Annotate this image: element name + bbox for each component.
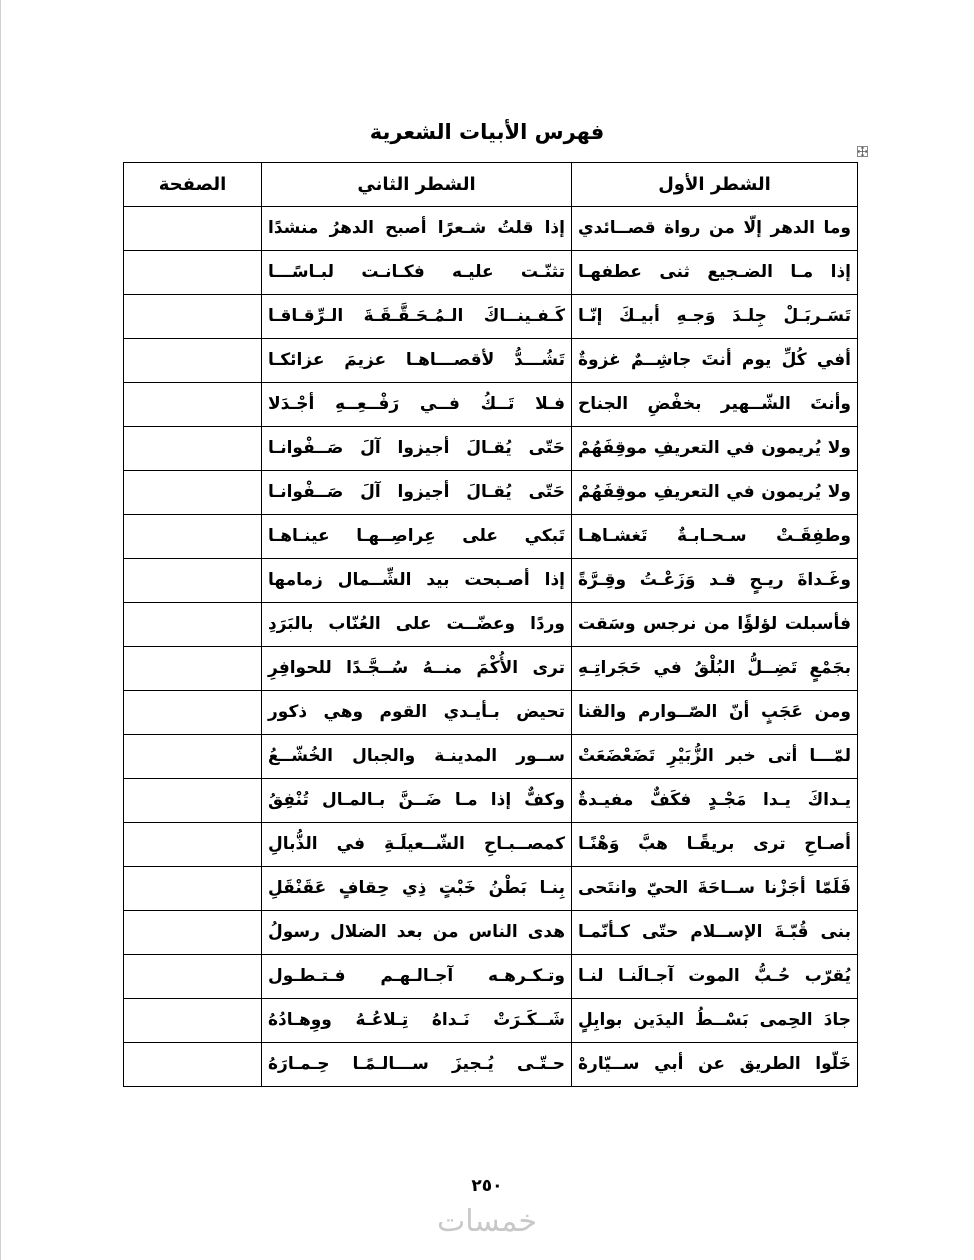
table-row [124,559,858,603]
table-row [124,647,858,691]
verses-body [124,207,858,1087]
first-hemistich-cell: بجَمْعٍ تَضِــلُّ البُلْقُ في حَجَراتِـهِ [572,647,858,691]
header-first-hemistich: الشطر الأول [572,163,858,207]
page-cell [124,559,262,603]
second-hemistich-cell: تَشُـــدُّ لأقصـــاهـا عزيمَ عزائكـا [262,339,572,383]
watermark-logo-icon [432,1203,542,1239]
first-hemistich-cell: خَلّوا الطريق عن أبي ســيّارهْ [572,1043,858,1087]
page-cell [124,1043,262,1087]
page-cell [124,823,262,867]
page-cell [124,647,262,691]
table-row [124,955,858,999]
table-move-handle-icon[interactable] [857,146,868,157]
page-cell [124,955,262,999]
second-hemistich-cell: فـلا تَــكُ فــي رَفْــعِــهِ أجْـدَلا [262,383,572,427]
page-cell [124,779,262,823]
second-hemistich-cell: وتـكـرهـه آجـالـهـم فـتـطـول [262,955,572,999]
page-cell [124,471,262,515]
first-hemistich-cell: وطفِقَـتْ سـحـابـةٌ تَغشـاهـا [572,515,858,559]
first-hemistich-cell: لمّـــا أتى خبر الزُّبَيْرِ تَضَعْضَعَتْ [572,735,858,779]
page-cell [124,603,262,647]
second-hemistich-cell: تَبكي على عِراصِــهـا عينـاهـا [262,515,572,559]
first-hemistich-cell: أصـاحِ ترى بريقًـا هبَّ وَهْنًـا [572,823,858,867]
table-row [124,1043,858,1087]
watermark-logo [0,1203,974,1247]
second-hemistich-cell: تثنّـت عليـه فكـانـت لبـاسًـــا [262,251,572,295]
second-hemistich-cell: إذا أصـبحت بيد الشِّــمال زمامها [262,559,572,603]
page-left-edge [0,0,1,1260]
table-row [124,515,858,559]
table-row [124,383,858,427]
page-cell [124,691,262,735]
table-row [124,823,858,867]
page-cell [124,911,262,955]
table-row [124,867,858,911]
page-cell [124,515,262,559]
first-hemistich-cell: يُقرّب حُـبُّ الموت آجـالَنـا لنـا [572,955,858,999]
second-hemistich-cell: حـتّـى يُـجيزَ ســـالـمًـا حِـمـارَهُ [262,1043,572,1087]
header-page: الصفحة [124,163,262,207]
second-hemistich-cell: وكفٌّ إذا مـا ضَــنَّ بـالمـال تُنْفِقُ [262,779,572,823]
first-hemistich-cell: ولا يُريمون في التعريفِ موقِفَهُمْ [572,471,858,515]
table-row [124,691,858,735]
second-hemistich-cell: ترى الأُكْمَ منــهُ سُــجَّـدًا للحوافِرِ [262,647,572,691]
first-hemistich-cell: تَسَـربَـلْ جِلـدَ وَجـهِ أبيـكَ إنّـا [572,295,858,339]
index-title: فهرس الأبيات الشعرية [369,120,605,144]
table-row [124,339,858,383]
table-row [124,471,858,515]
table-row [124,603,858,647]
page-cell [124,295,262,339]
first-hemistich-cell: أفي كُلِّ يوم أنتَ جاشِــمٌ غزوةٌ [572,339,858,383]
table-row [124,295,858,339]
table-row [124,207,858,251]
second-hemistich-cell: هدى الناس من بعد الضلال رسولُ [262,911,572,955]
second-hemistich-cell: بِنـا بَطْنُ خَبْتٍ ذِي حِقافٍ عَقَنْقَلِ [262,867,572,911]
first-hemistich-cell: ولا يُريمون في التعريفِ موقِفَهُمْ [572,427,858,471]
header-second-hemistich: الشطر الثاني [262,163,572,207]
header-row [124,163,858,207]
page-cell [124,339,262,383]
svg-text:خمسات: خمسات [436,1204,538,1239]
first-hemistich-cell: بنى قُبّـةَ الإســلام حتّى كـأنّمـا [572,911,858,955]
first-hemistich-cell: يـداكَ يـدا مَجْـدٍ فكَفٌّ مفيـدةٌ [572,779,858,823]
first-hemistich-cell: وما الدهر إلّا من رواة قصــائدي [572,207,858,251]
first-hemistich-cell: ومن عَجَبٍ أنّ الصّــوارم والقنا [572,691,858,735]
second-hemistich-cell: ســور المدينـة والجبال الخُشّــعُ [262,735,572,779]
second-hemistich-cell: كمصــبـاحِ الشّــعيلَـةِ في الذُّبالِ [262,823,572,867]
verses-table [123,162,858,1087]
first-hemistich-cell: وغَـداةَ ريـحٍ قـد وَزَعْـتُ وقِـرَّةً [572,559,858,603]
table-row [124,911,858,955]
page-number: ٢٥٠ [471,1176,503,1196]
second-hemistich-cell: حَتّى يُقـالَ أجيزوا آلَ صَــفْوانـا [262,427,572,471]
second-hemistich-cell: تحيض بـأيـدي القوم وهي ذكور [262,691,572,735]
table-row [124,779,858,823]
first-hemistich-cell: فَلَمّا أجَزْنا ســاحَةَ الحيّ وانتَحى [572,867,858,911]
first-hemistich-cell: جادَ الحِمى بَسْــطُ اليدَين بوابِلٍ [572,999,858,1043]
table-row [124,427,858,471]
first-hemistich-cell: وأنتَ الشّــهير بخفْضِ الجناح [572,383,858,427]
page-cell [124,383,262,427]
page-cell [124,427,262,471]
table-row [124,999,858,1043]
page-cell [124,735,262,779]
page-cell [124,251,262,295]
second-hemistich-cell: إذا قلتُ شـعرًا أصبح الدهرُ منشدًا [262,207,572,251]
second-hemistich-cell: شَــكَـرَتْ نَـداهُ تِـلاعُـهُ ووِهـادُهُ [262,999,572,1043]
page-cell [124,999,262,1043]
table-row [124,251,858,295]
first-hemistich-cell: فأسبلت لؤلؤًا من نرجس وسَقت [572,603,858,647]
second-hemistich-cell: كَـفـينــاكَ الـمُـحَـقَّـقَـةَ الـرِّقـاقـا [262,295,572,339]
first-hemistich-cell: إذا مـا الضـجيع ثنى عطفهـا [572,251,858,295]
page-cell [124,867,262,911]
second-hemistich-cell: وردًا وعضّــت على العُنّاب بالبَرَدِ [262,603,572,647]
page-cell [124,207,262,251]
table-row [124,735,858,779]
second-hemistich-cell: حَتّى يُقـالَ أجيزوا آلَ صَــفْوانـا [262,471,572,515]
